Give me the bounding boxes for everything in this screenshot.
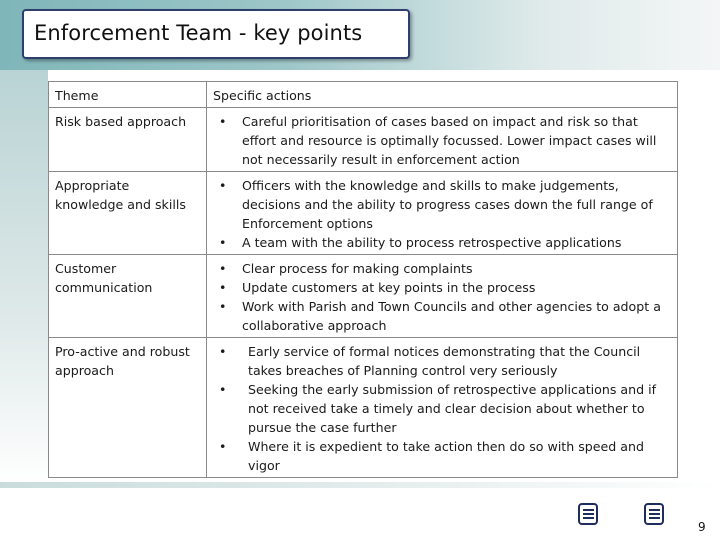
action-text: Work with Parish and Town Councils and other agencies to adopt a collaborative approach [242, 299, 661, 333]
action-item [213, 112, 671, 169]
key-points-table [48, 81, 678, 478]
bullet: • [219, 261, 227, 276]
bullet: • [219, 178, 227, 193]
actions-cell [207, 338, 678, 478]
theme-cell: Customer communication [49, 255, 207, 338]
theme-cell: Appropriate knowledge and skills [49, 172, 207, 255]
list-document-icon [644, 503, 664, 525]
bottom-band [0, 482, 720, 488]
theme-cell: Pro-active and robust approach [49, 338, 207, 478]
action-item [213, 233, 671, 252]
action-text: Where it is expedient to take action then do so with speed and vigor [248, 439, 644, 473]
actions-cell [207, 172, 678, 255]
side-band [0, 70, 48, 485]
table-row [49, 172, 678, 255]
bullet: • [219, 439, 227, 454]
page-number: 9 [698, 520, 706, 534]
action-text: Officers with the knowledge and skills to make judgements, decisions and the ability to progress cases down the full range of Enforcement options [242, 178, 653, 231]
title-box [22, 9, 410, 59]
bullet: • [219, 235, 227, 250]
actions-list [213, 259, 671, 335]
logo [606, 502, 666, 528]
action-text: Update customers at key points in the process [242, 280, 536, 295]
header-actions: Specific actions [207, 82, 678, 108]
actions-cell [207, 108, 678, 172]
bullet: • [219, 280, 227, 295]
logo [540, 502, 600, 528]
action-item [213, 437, 671, 475]
action-item [213, 176, 671, 233]
actions-list [213, 112, 671, 169]
list-document-icon [578, 503, 598, 525]
action-item [213, 297, 671, 335]
logo-small-print [606, 502, 642, 509]
bullet: • [219, 382, 227, 397]
action-text: Seeking the early submission of retrospective applications and if not received take a timely and clear decision about whether to pursue the case further [248, 382, 657, 435]
table-row [49, 255, 678, 338]
logo-small-print [540, 502, 576, 509]
action-item [213, 259, 671, 278]
action-item [213, 380, 671, 437]
table-row [49, 108, 678, 172]
theme-cell: Risk based approach [49, 108, 207, 172]
table-row [49, 338, 678, 478]
action-item [213, 342, 671, 380]
action-text: Early service of formal notices demonstrating that the Council takes breaches of Planning control very seriously [248, 344, 641, 378]
bullet: • [219, 299, 227, 314]
action-text: Careful prioritisation of cases based on impact and risk so that effort and resource is optimally focussed. Lower impact cases will not necessarily result in enforcement action [242, 114, 657, 167]
bullet: • [219, 344, 227, 359]
table-header-row [49, 82, 678, 108]
bullet: • [219, 114, 227, 129]
actions-cell [207, 255, 678, 338]
action-item [213, 278, 671, 297]
action-text: Clear process for making complaints [242, 261, 473, 276]
header-theme: Theme [49, 82, 207, 108]
action-text: A team with the ability to process retrospective applications [242, 235, 622, 250]
page-title: Enforcement Team - key points [34, 21, 363, 45]
actions-list [213, 176, 671, 252]
actions-list [213, 342, 671, 475]
